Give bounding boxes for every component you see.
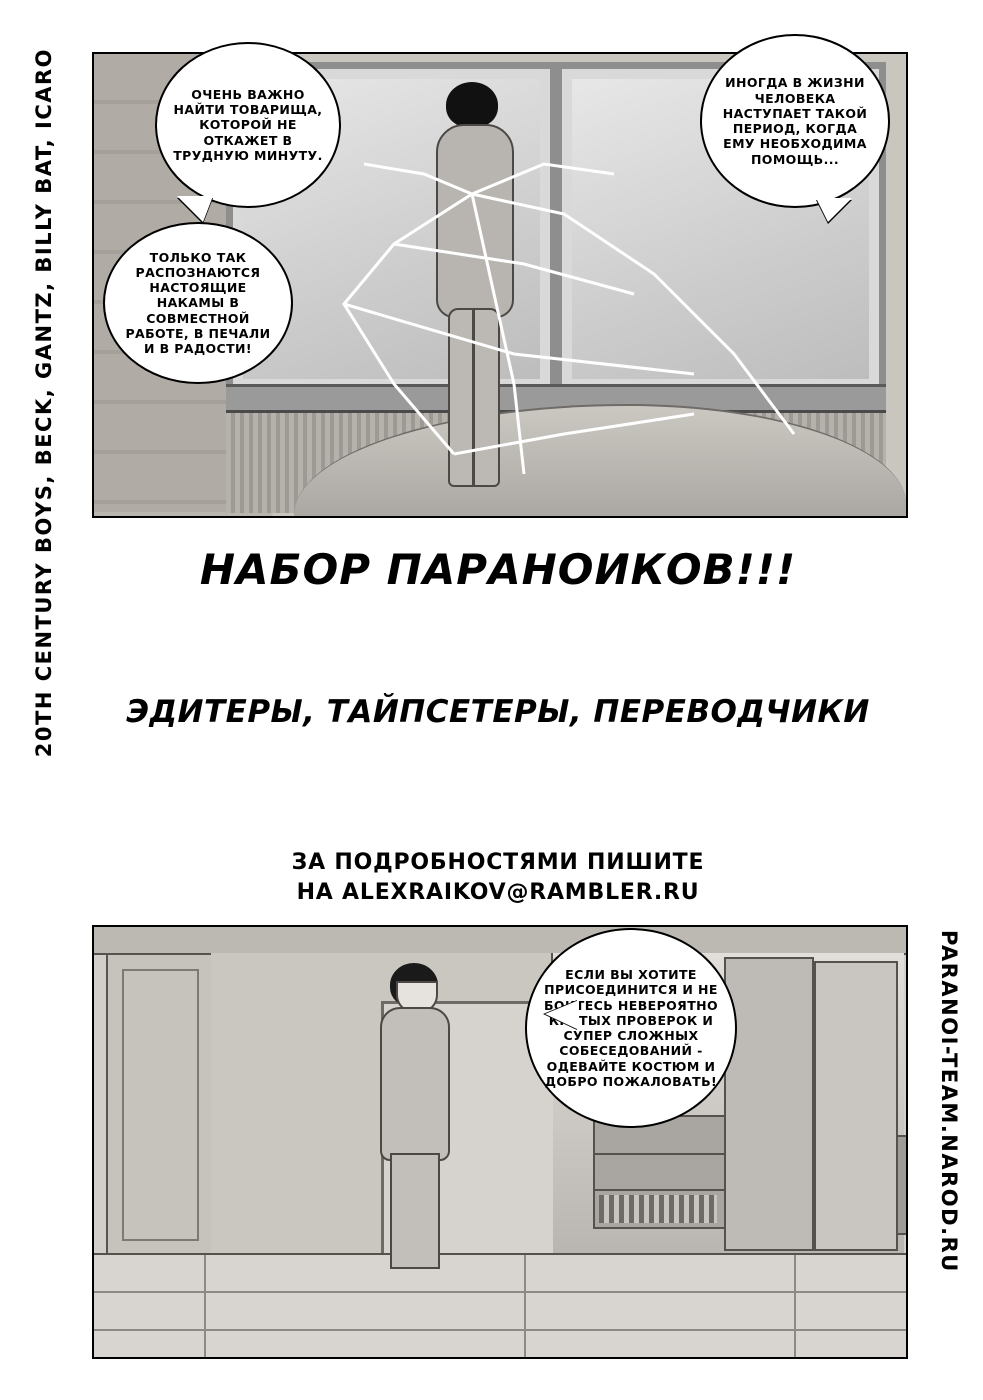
balloon-tail-icon: [177, 196, 213, 222]
floor-seam: [204, 1255, 206, 1357]
panel-bottom-ceiling: [94, 927, 906, 955]
panel-bottom-door-left: [106, 953, 215, 1257]
office-partition-1: [724, 957, 814, 1251]
comic-panel-bottom: [92, 925, 908, 1359]
speech-balloon-1: [155, 42, 341, 208]
character-legs: [390, 1153, 440, 1269]
balloon-tail-icon: [545, 1000, 579, 1030]
speech-balloon-4: [525, 928, 737, 1128]
floor-seam: [794, 1255, 796, 1357]
speech-balloon-3-text: ИНОГДА В ЖИЗНИ ЧЕЛОВЕКА НАСТУПАЕТ ТАКОЙ ПЕРИОД, КОГДА ЕМУ НЕОБХОДИМА ПОМОЩЬ...: [722, 75, 868, 167]
announcement-contact: [92, 848, 904, 907]
floor-seam: [94, 1329, 906, 1331]
contact-email-line[interactable]: НА ALEXRAIKOV@RAMBLER.RU: [296, 879, 700, 905]
series-credits-left: 20TH CENTURY BOYS, BECK, GANTZ, BILLY BAT, ICARO: [32, 48, 56, 758]
office-partition-2: [814, 961, 898, 1251]
announcement-block: [92, 525, 904, 907]
balloon-tail-icon: [816, 198, 852, 222]
speech-balloon-2-text: ТОЛЬКО ТАК РАСПОЗНАЮТСЯ НАСТОЯЩИЕ НАКАМЫ В СОВМЕСТНОЙ РАБОТЕ, В ПЕЧАЛИ И В РАДОСТИ!: [125, 249, 271, 357]
speech-balloon-3: [700, 34, 890, 208]
floor-seam: [524, 1255, 526, 1357]
office-books: [599, 1195, 717, 1223]
team-site-right: PARANOI-TEAM.NAROD.RU: [937, 930, 961, 1273]
panel-top-character: [412, 82, 532, 482]
character-torso: [380, 1007, 450, 1161]
panel-bottom-character: [352, 963, 472, 1263]
speech-balloon-2: [103, 222, 293, 384]
speech-balloon-4-text: ЕСЛИ ВЫ ХОТИТЕ ПРИСОЕДИНИТСЯ И НЕ БОИТЕСЬ НЕВЕРОЯТНО КРУТЫХ ПРОВЕРОК И СУПЕР СЛОЖНЫХ СОБЕСЕДОВАНИЙ - ОДЕВАЙТЕ КОСТЮМ И ДОБРО ПОЖАЛОВАТЬ!: [543, 967, 719, 1089]
announcement-headline: НАБОР ПАРАНОИКОВ!!!: [199, 545, 797, 594]
character-legs: [448, 308, 500, 487]
character-head: [446, 82, 498, 128]
announcement-subheadline: ЭДИТЕРЫ, ТАЙПСЕТЕРЫ, ПЕРЕВОДЧИКИ: [126, 694, 870, 730]
panel-bottom-floor: [94, 1255, 906, 1357]
floor-seam: [94, 1291, 906, 1293]
character-torso: [436, 124, 514, 318]
contact-line-1: ЗА ПОДРОБНОСТЯМИ ПИШИТЕ: [291, 850, 705, 875]
speech-balloon-1-text: ОЧЕНЬ ВАЖНО НАЙТИ ТОВАРИЩА, КОТОРОЙ НЕ ОТКАЖЕТ В ТРУДНУЮ МИНУТУ.: [173, 86, 323, 163]
